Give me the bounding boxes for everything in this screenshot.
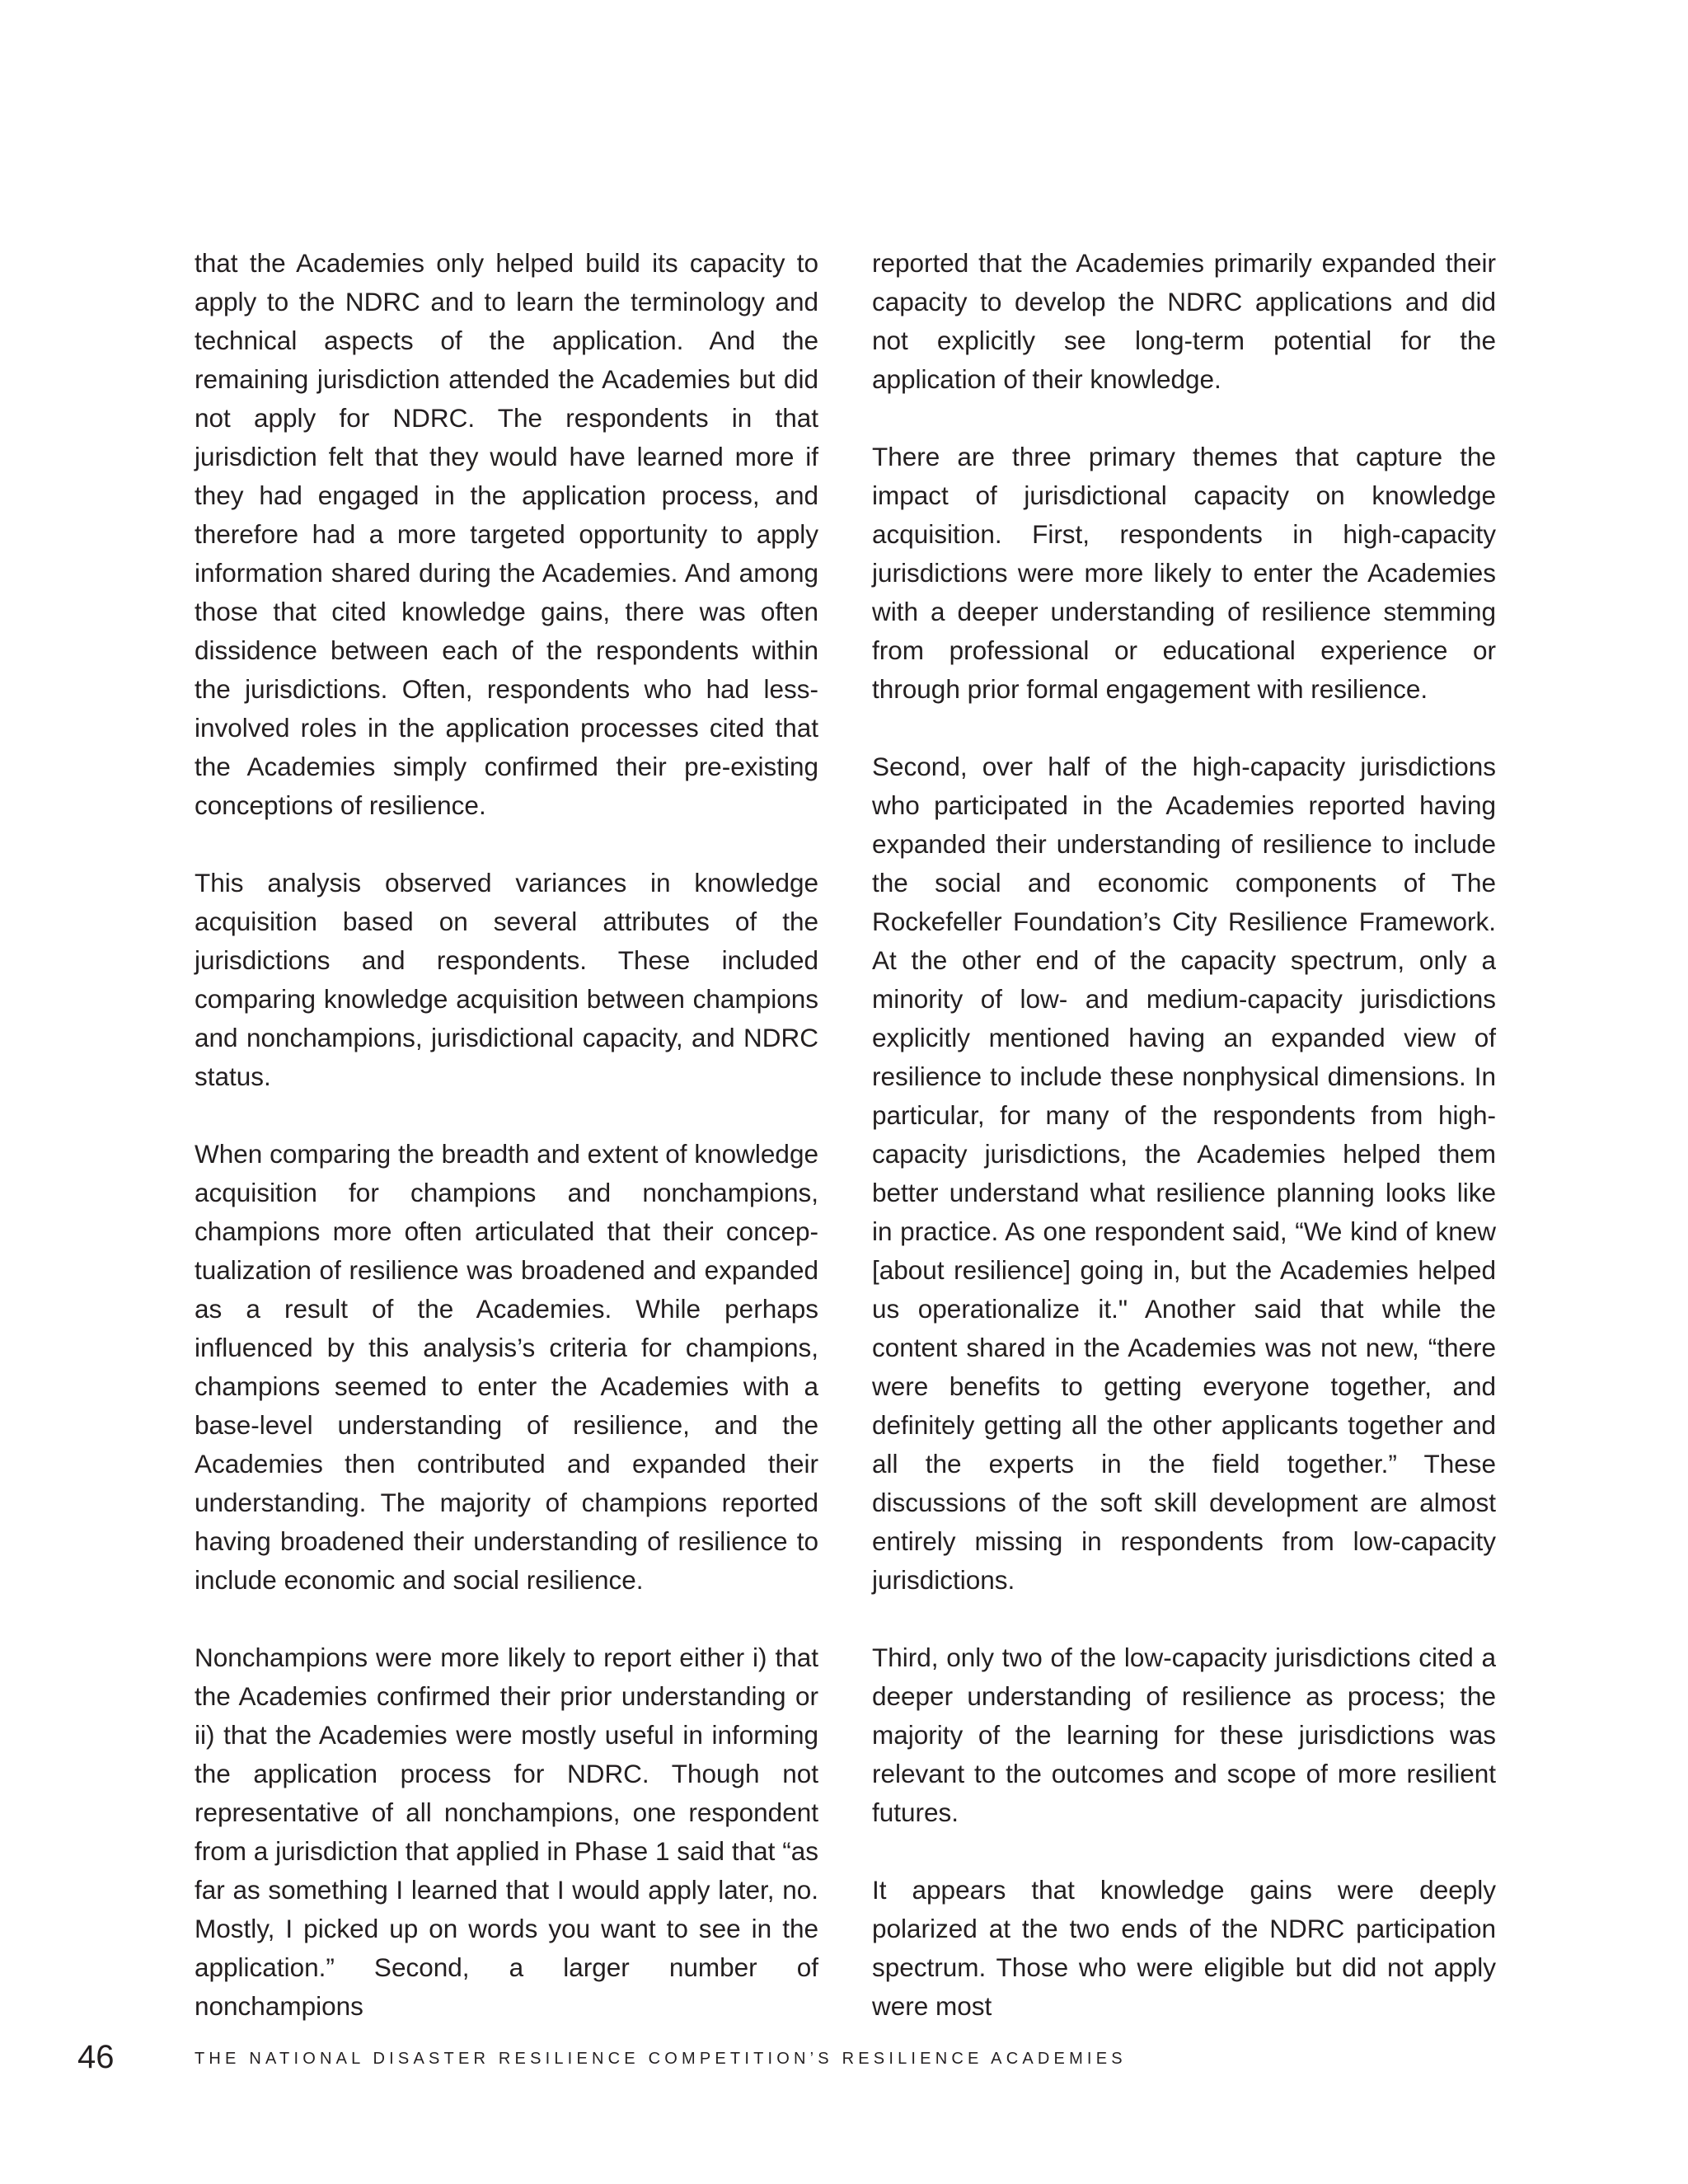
body-paragraph: This analysis observed variances in knowledge acquisition based on several attributes of the jurisdictions and respondents. These included comparing knowledge acquisition between champions and nonchampions, jurisdictional capacity, and NDRC status. — [195, 868, 818, 1091]
body-paragraph: There are three primary themes that capture the impact of jurisdictional capacity on knowledge acquisition. First, respondents in high-capacity jurisdictions were more likely to enter the Academies with a deeper understanding of resilience stemming from professional or educational experience or through prior formal engagement with resilience. — [872, 442, 1496, 704]
body-paragraph: It appears that knowledge gains were deeply polarized at the two ends of the NDRC participation spectrum. Those who were eligible but did not apply were most — [872, 1875, 1496, 2021]
right-text-column — [872, 244, 1496, 2026]
body-paragraph: When comparing the breadth and extent of knowledge acquisition for champions and nonchampions, champions more often articulated that their concep-tualization of resilience was broadened and expanded as a result of the Academies. While perhaps influenced by this analysis’s criteria for champions, champions seemed to enter the Academies with a base-level understanding of resilience, and the Academies then contributed and expanded their understanding. The majority of champions reported having broadened their understanding of resilience to include economic and social resilience. — [195, 1139, 818, 1595]
left-text-column — [195, 244, 818, 2026]
running-footer-title: THE NATIONAL DISASTER RESILIENCE COMPETITION’S RESILIENCE ACADEMIES — [195, 2050, 1127, 2068]
body-paragraph: Second, over half of the high-capacity jurisdictions who participated in the Academies reported having expanded their understanding of resilience to include the social and economic components of The Rockefeller Foundation’s City Resilience Framework. At the other end of the capacity spectrum, only a minority of low- and medium-capacity jurisdictions explicitly mentioned having an expanded view of resilience to include these nonphysical dimensions. In particular, for many of the respondents from high-capacity jurisdictions, the Academies helped them better understand what resilience planning looks like in practice. As one respondent said, “We kind of knew [about resilience] going in, but the Academies helped us operationalize it." Another said that while the content shared in the Academies was not new, “there were benefits to getting everyone together, and definitely getting all the other applicants together and all the experts in the field together.” These discussions of the soft skill development are almost entirely missing in respondents from low-capacity jurisdictions. — [872, 752, 1496, 1595]
body-paragraph: Third, only two of the low-capacity jurisdictions cited a deeper understanding of resilience as process; the majority of the learning for these jurisdictions was relevant to the outcomes and scope of more resilient futures. — [872, 1643, 1496, 1827]
body-paragraph: Nonchampions were more likely to report either i) that the Academies confirmed their prior understanding or ii) that the Academies were mostly useful in informing the application process for NDRC. Though not representative of all nonchampions, one respondent from a jurisdiction that applied in Phase 1 said that “as far as something I learned that I would apply later, no. Mostly, I picked up on words you want to see in the application.” Second, a larger number of nonchampions — [195, 1643, 818, 2021]
body-paragraph: reported that the Academies primarily expanded their capacity to develop the NDRC applications and did not explicitly see long-term potential for the application of their knowledge. — [872, 248, 1496, 394]
page-number: 46 — [77, 2039, 115, 2075]
body-paragraph: that the Academies only helped build its capacity to apply to the NDRC and to learn the terminology and technical aspects of the application. And the remaining jurisdiction attended the Academies but did not apply for NDRC. The respondents in that jurisdiction felt that they would have learned more if they had engaged in the application process, and therefore had a more targeted opportunity to apply information shared during the Academies. And among those that cited knowledge gains, there was often dissidence between each of the respondents within the jurisdictions. Often, respondents who had less-involved roles in the application processes cited that the Academies simply confirmed their pre-existing conceptions of resilience. — [195, 248, 818, 820]
